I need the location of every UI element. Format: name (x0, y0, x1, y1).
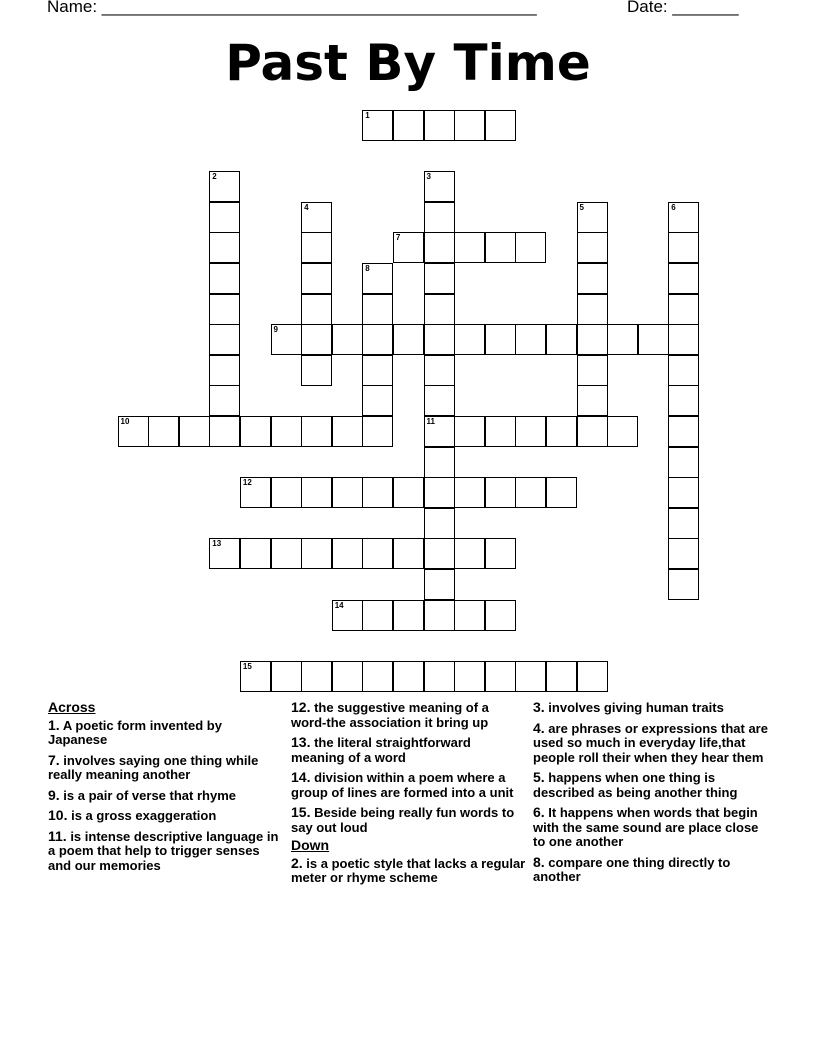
crossword-cell[interactable] (362, 294, 393, 325)
crossword-cell[interactable] (454, 477, 485, 508)
crossword-cell[interactable] (546, 324, 577, 355)
crossword-cell[interactable] (393, 538, 424, 569)
crossword-cell[interactable] (118, 416, 149, 447)
crossword-cell[interactable] (424, 661, 455, 692)
across-clue-14: 14. division within a poem where a group of lines are formed into a unit (291, 769, 514, 800)
crossword-cell[interactable] (362, 355, 393, 386)
crossword-cell[interactable] (424, 110, 455, 141)
clue-number: 2 (212, 172, 217, 182)
crossword-cell[interactable] (209, 171, 240, 202)
crossword-cell[interactable] (424, 477, 455, 508)
across-heading: Across (48, 699, 96, 715)
crossword-cell[interactable] (607, 416, 638, 447)
crossword-cell[interactable] (577, 385, 608, 416)
crossword-cell[interactable] (271, 416, 302, 447)
crossword-cell[interactable] (301, 416, 332, 447)
crossword-cell[interactable] (485, 110, 516, 141)
down-clue-8: 8. compare one thing directly to another (533, 853, 731, 884)
crossword-cell[interactable] (577, 416, 608, 447)
crossword-cell[interactable] (668, 324, 699, 355)
crossword-cell[interactable] (393, 477, 424, 508)
crossword-cell[interactable] (668, 355, 699, 386)
crossword-cell[interactable] (362, 661, 393, 692)
crossword-cell[interactable] (454, 232, 485, 263)
crossword-cell[interactable] (332, 477, 363, 508)
crossword-cell[interactable] (209, 324, 240, 355)
crossword-cell[interactable] (209, 416, 240, 447)
crossword-cell[interactable] (515, 324, 546, 355)
crossword-cell[interactable] (424, 294, 455, 325)
crossword-cell[interactable] (668, 447, 699, 478)
crossword-cell[interactable] (271, 661, 302, 692)
crossword-cell[interactable] (454, 416, 485, 447)
crossword-cell[interactable] (485, 477, 516, 508)
crossword-cell[interactable] (454, 110, 485, 141)
crossword-cell[interactable] (424, 600, 455, 631)
across-down-column-2 (291, 700, 527, 891)
clue-number: 3 (426, 172, 431, 182)
crossword-cell[interactable] (577, 202, 608, 233)
crossword-cell[interactable] (393, 324, 424, 355)
clue-number: 9 (273, 325, 278, 335)
crossword-cell[interactable] (668, 538, 699, 569)
crossword-cell[interactable] (362, 263, 393, 294)
clue-number: 1 (365, 111, 370, 120)
crossword-cell[interactable] (668, 202, 699, 233)
crossword-cell[interactable] (424, 232, 455, 263)
across-clue-7: 7. involves saying one thing while really meaning another (48, 751, 259, 782)
clue-number: 13 (212, 539, 222, 549)
crossword-cell[interactable] (209, 385, 240, 416)
crossword-cell[interactable] (240, 538, 271, 569)
crossword-cell[interactable] (301, 355, 332, 386)
crossword-cell[interactable] (209, 232, 240, 263)
crossword-cell[interactable] (577, 294, 608, 325)
crossword-cell[interactable] (362, 110, 393, 141)
clue-number: 7 (395, 233, 401, 243)
clue-number: 4 (304, 202, 309, 212)
down-clue-6: 6. It happens when words that begin with the same sound are place close to one another (533, 804, 759, 849)
crossword-cell[interactable] (393, 661, 424, 692)
crossword-cell[interactable] (577, 232, 608, 263)
crossword-cell[interactable] (240, 416, 271, 447)
crossword-cell[interactable] (454, 538, 485, 569)
crossword-cell[interactable] (332, 600, 363, 631)
crossword-cell[interactable] (301, 538, 332, 569)
crossword-cell[interactable] (301, 661, 332, 692)
crossword-cell[interactable] (668, 294, 699, 325)
down-clue-3: 3. involves giving human traits (533, 699, 724, 715)
crossword-cell[interactable] (424, 538, 455, 569)
crossword-cell[interactable] (240, 477, 271, 508)
down-clue-4: 4. are phrases or expressions that are used so much in everyday life,that people roll their when they hear them (533, 719, 768, 765)
crossword-cell[interactable] (179, 416, 210, 447)
crossword-cell[interactable] (209, 263, 240, 294)
clue-number: 6 (671, 202, 676, 212)
crossword-cell[interactable] (668, 508, 699, 539)
crossword-cell[interactable] (424, 263, 455, 294)
crossword-cell[interactable] (332, 661, 363, 692)
crossword-cell[interactable] (148, 416, 179, 447)
crossword-cell[interactable] (515, 661, 546, 692)
crossword-cell[interactable] (424, 355, 455, 386)
crossword-cell[interactable] (668, 569, 699, 600)
crossword-cell[interactable] (362, 324, 393, 355)
crossword-cell[interactable] (209, 294, 240, 325)
down-clue-2: 2. is a poetic style that lacks a regular meter or rhyme scheme (291, 854, 526, 885)
crossword-cell[interactable] (301, 232, 332, 263)
crossword-cell[interactable] (454, 324, 485, 355)
across-clue-10: 10. is a gross exaggeration (48, 807, 217, 823)
crossword-cell[interactable] (209, 355, 240, 386)
crossword-cell[interactable] (393, 600, 424, 631)
crossword-cell[interactable] (209, 538, 240, 569)
crossword-cell[interactable] (301, 263, 332, 294)
crossword-cell[interactable] (546, 416, 577, 447)
crossword-cell[interactable] (546, 661, 577, 692)
crossword-cell[interactable] (485, 600, 516, 631)
clue-number: 15 (242, 661, 252, 671)
crossword-cell[interactable] (668, 477, 699, 508)
crossword-cell[interactable] (424, 447, 455, 478)
clue-number: 10 (120, 417, 130, 426)
crossword-cell[interactable] (424, 202, 455, 233)
crossword-cell[interactable] (424, 324, 455, 355)
crossword-cell[interactable] (485, 232, 516, 263)
crossword-cell[interactable] (271, 477, 302, 508)
across-clue-11: 11. is intense descriptive language in a poem that help to trigger senses and our memories (48, 827, 279, 873)
crossword-cell[interactable] (362, 416, 393, 447)
crossword-cell[interactable] (485, 538, 516, 569)
crossword-cell[interactable] (485, 324, 516, 355)
crossword-cell[interactable] (424, 569, 455, 600)
crossword-cell[interactable] (454, 661, 485, 692)
crossword-cell[interactable] (668, 263, 699, 294)
crossword-cell[interactable] (301, 202, 332, 233)
crossword-cell[interactable] (668, 385, 699, 416)
clue-number: 12 (242, 478, 252, 488)
clue-number: 11 (426, 417, 435, 426)
crossword-cell[interactable] (515, 416, 546, 447)
crossword-cell[interactable] (577, 661, 608, 692)
crossword-cell[interactable] (424, 416, 455, 447)
crossword-cell[interactable] (485, 416, 516, 447)
crossword-cell[interactable] (393, 110, 424, 141)
page-title: Past By Time (225, 34, 591, 92)
crossword-cell[interactable] (577, 263, 608, 294)
crossword-cell[interactable] (515, 232, 546, 263)
across-clue-13: 13. the literal straightforward meaning of a word (291, 734, 471, 765)
crossword-cell[interactable] (301, 324, 332, 355)
crossword-cell[interactable] (240, 661, 271, 692)
crossword-cell[interactable] (301, 477, 332, 508)
name-label: Name: ______________________________________________ (47, 0, 537, 16)
date-label: Date: _______ (627, 0, 739, 16)
down-heading: Down (291, 837, 330, 853)
clue-number: 8 (365, 264, 370, 273)
crossword-cell[interactable] (638, 324, 669, 355)
across-clue-15: 15. Beside being really fun words to say out loud (291, 804, 515, 835)
down-column-3 (533, 700, 773, 890)
down-clue-5: 5. happens when one thing is described as being another thing (533, 769, 738, 800)
crossword-cell[interactable] (454, 600, 485, 631)
crossword-cell[interactable] (362, 538, 393, 569)
crossword-cell[interactable] (393, 232, 424, 263)
crossword-cell[interactable] (301, 294, 332, 325)
crossword-cell[interactable] (668, 232, 699, 263)
crossword-cell[interactable] (607, 324, 638, 355)
crossword-cell[interactable] (362, 600, 393, 631)
crossword-cell[interactable] (424, 171, 455, 202)
crossword-cell[interactable] (332, 324, 363, 355)
clue-number: 14 (334, 600, 344, 610)
crossword-cell[interactable] (362, 385, 393, 416)
crossword-cell[interactable] (515, 477, 546, 508)
crossword-cell[interactable] (546, 477, 577, 508)
crossword-cell[interactable] (332, 416, 363, 447)
crossword-cell[interactable] (271, 324, 302, 355)
across-clue-9: 9. is a pair of verse that rhyme (48, 786, 236, 803)
across-clue-1: 1. A poetic form invented by Japanese (48, 716, 222, 747)
across-clue-12: 12. the suggestive meaning of a word-the association it bring up (291, 699, 489, 730)
across-column-1 (48, 700, 284, 878)
clue-number: 5 (579, 202, 584, 212)
crossword-cell[interactable] (577, 355, 608, 386)
crossword-cell[interactable] (362, 477, 393, 508)
crossword-cell[interactable] (668, 416, 699, 447)
crossword-cell[interactable] (424, 385, 455, 416)
crossword-cell[interactable] (332, 538, 363, 569)
crossword-cell[interactable] (485, 661, 516, 692)
crossword-cell[interactable] (424, 508, 455, 539)
crossword-cell[interactable] (577, 324, 608, 355)
crossword-cell[interactable] (271, 538, 302, 569)
crossword-cell[interactable] (209, 202, 240, 233)
